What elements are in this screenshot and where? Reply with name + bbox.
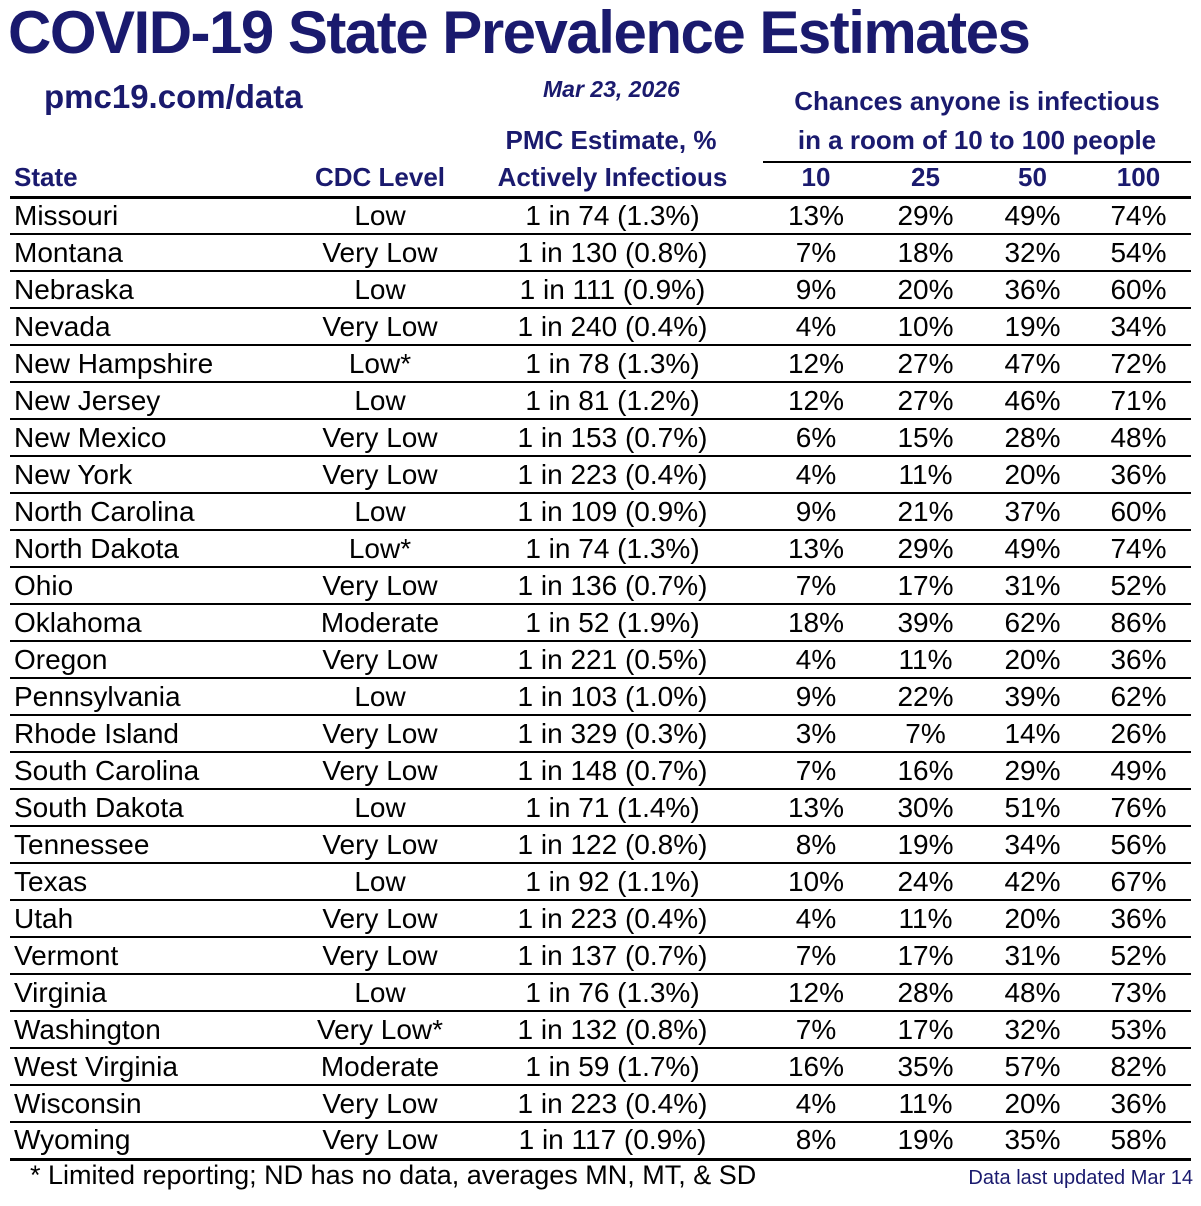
table-row	[10, 271, 1191, 308]
table-row	[10, 1011, 1191, 1048]
cdc-level-cell: Very Low	[295, 234, 465, 271]
pmc-estimate-cell: 1 in 137 (0.7%)	[465, 937, 760, 974]
room-10-cell: 9%	[760, 678, 872, 715]
room-10-cell: 18%	[760, 604, 872, 641]
table-row	[10, 419, 1191, 456]
room-25-cell: 7%	[872, 715, 979, 752]
state-cell: New York	[10, 456, 295, 493]
pmc-estimate-cell: 1 in 136 (0.7%)	[465, 567, 760, 604]
room-100-cell: 67%	[1086, 863, 1191, 900]
room-50-cell: 19%	[979, 308, 1086, 345]
room-50-cell: 20%	[979, 900, 1086, 937]
pmc-estimate-cell: 1 in 221 (0.5%)	[465, 641, 760, 678]
room-10-cell: 13%	[760, 530, 872, 567]
room-50-cell: 51%	[979, 789, 1086, 826]
room-10-cell: 9%	[760, 493, 872, 530]
room-50-cell: 14%	[979, 715, 1086, 752]
room-100-cell: 36%	[1086, 456, 1191, 493]
room-25-cell: 29%	[872, 530, 979, 567]
table-row	[10, 456, 1191, 493]
room-25-cell: 21%	[872, 493, 979, 530]
cdc-level-cell: Very Low	[295, 826, 465, 863]
pmc-estimate-cell: 1 in 240 (0.4%)	[465, 308, 760, 345]
room-25-cell: 19%	[872, 826, 979, 863]
col-header-cdc-level: CDC Level	[295, 160, 465, 197]
room-25-cell: 27%	[872, 345, 979, 382]
room-25-cell: 11%	[872, 900, 979, 937]
pmc-estimate-cell: 1 in 71 (1.4%)	[465, 789, 760, 826]
room-100-cell: 52%	[1086, 567, 1191, 604]
room-100-cell: 86%	[1086, 604, 1191, 641]
room-50-cell: 46%	[979, 382, 1086, 419]
cdc-level-cell: Very Low	[295, 308, 465, 345]
state-cell: Oregon	[10, 641, 295, 678]
table-row	[10, 641, 1191, 678]
room-100-cell: 82%	[1086, 1048, 1191, 1085]
pmc-estimate-cell: 1 in 109 (0.9%)	[465, 493, 760, 530]
cdc-level-cell: Very Low	[295, 900, 465, 937]
cdc-level-cell: Very Low*	[295, 1011, 465, 1048]
room-50-cell: 20%	[979, 1085, 1086, 1122]
room-100-cell: 48%	[1086, 419, 1191, 456]
pmc-estimate-cell: 1 in 74 (1.3%)	[465, 530, 760, 567]
state-cell: Washington	[10, 1011, 295, 1048]
cdc-level-cell: Very Low	[295, 567, 465, 604]
state-cell: Utah	[10, 900, 295, 937]
pmc-estimate-cell: 1 in 148 (0.7%)	[465, 752, 760, 789]
room-10-cell: 7%	[760, 567, 872, 604]
footer	[0, 1160, 1201, 1191]
state-cell: New Mexico	[10, 419, 295, 456]
cdc-level-cell: Low	[295, 493, 465, 530]
table-row	[10, 863, 1191, 900]
table-body	[10, 197, 1191, 1159]
table-row	[10, 567, 1191, 604]
state-cell: West Virginia	[10, 1048, 295, 1085]
room-10-cell: 12%	[760, 345, 872, 382]
cdc-level-cell: Low*	[295, 530, 465, 567]
table-row	[10, 493, 1191, 530]
room-10-cell: 12%	[760, 974, 872, 1011]
state-cell: Nebraska	[10, 271, 295, 308]
table-row	[10, 1085, 1191, 1122]
table-row	[10, 308, 1191, 345]
room-25-cell: 18%	[872, 234, 979, 271]
site-url: pmc19.com/data	[44, 78, 303, 115]
pmc-estimate-cell: 1 in 117 (0.9%)	[465, 1122, 760, 1159]
room-100-cell: 71%	[1086, 382, 1191, 419]
cdc-level-cell: Low	[295, 197, 465, 234]
report-date: Mar 23, 2026	[543, 76, 680, 102]
room-50-cell: 49%	[979, 197, 1086, 234]
room-50-cell: 39%	[979, 678, 1086, 715]
table-row	[10, 604, 1191, 641]
pmc-estimate-cell: 1 in 153 (0.7%)	[465, 419, 760, 456]
table-row	[10, 1048, 1191, 1085]
state-cell: Virginia	[10, 974, 295, 1011]
col-header-room-10: 10	[760, 160, 872, 197]
state-cell: Rhode Island	[10, 715, 295, 752]
table-row	[10, 900, 1191, 937]
room-100-cell: 34%	[1086, 308, 1191, 345]
room-100-cell: 62%	[1086, 678, 1191, 715]
pmc-estimate-cell: 1 in 111 (0.9%)	[465, 271, 760, 308]
cdc-level-cell: Very Low	[295, 715, 465, 752]
room-25-cell: 35%	[872, 1048, 979, 1085]
cdc-level-cell: Very Low	[295, 752, 465, 789]
pmc-estimate-cell: 1 in 78 (1.3%)	[465, 345, 760, 382]
room-10-cell: 7%	[760, 1011, 872, 1048]
state-cell: Wyoming	[10, 1122, 295, 1159]
col-header-room-100: 100	[1086, 160, 1191, 197]
room-100-cell: 74%	[1086, 197, 1191, 234]
room-50-cell: 28%	[979, 419, 1086, 456]
room-10-cell: 10%	[760, 863, 872, 900]
pmc-estimate-cell: 1 in 103 (1.0%)	[465, 678, 760, 715]
room-10-cell: 8%	[760, 826, 872, 863]
state-cell: North Dakota	[10, 530, 295, 567]
room-10-cell: 4%	[760, 641, 872, 678]
state-cell: South Dakota	[10, 789, 295, 826]
room-10-cell: 7%	[760, 234, 872, 271]
state-cell: Tennessee	[10, 826, 295, 863]
cdc-level-cell: Very Low	[295, 937, 465, 974]
cdc-level-cell: Low	[295, 271, 465, 308]
table-row	[10, 974, 1191, 1011]
chances-column-group-header	[763, 82, 1191, 163]
pmc-estimate-cell: 1 in 132 (0.8%)	[465, 1011, 760, 1048]
room-25-cell: 30%	[872, 789, 979, 826]
cdc-level-cell: Very Low	[295, 456, 465, 493]
room-50-cell: 31%	[979, 567, 1086, 604]
room-100-cell: 36%	[1086, 1085, 1191, 1122]
room-50-cell: 32%	[979, 234, 1086, 271]
state-cell: Missouri	[10, 197, 295, 234]
room-25-cell: 22%	[872, 678, 979, 715]
pmc-estimate-cell: 1 in 223 (0.4%)	[465, 900, 760, 937]
room-25-cell: 17%	[872, 567, 979, 604]
room-10-cell: 12%	[760, 382, 872, 419]
last-updated: Data last updated Mar 14	[968, 1167, 1193, 1189]
state-cell: Ohio	[10, 567, 295, 604]
room-100-cell: 74%	[1086, 530, 1191, 567]
room-50-cell: 47%	[979, 345, 1086, 382]
room-10-cell: 6%	[760, 419, 872, 456]
pmc-estimate-cell: 1 in 59 (1.7%)	[465, 1048, 760, 1085]
table-header-row	[10, 160, 1191, 197]
col-header-room-50: 50	[979, 160, 1086, 197]
state-cell: North Carolina	[10, 493, 295, 530]
cdc-level-cell: Moderate	[295, 1048, 465, 1085]
pmc-estimate-cell: 1 in 223 (0.4%)	[465, 456, 760, 493]
table-row	[10, 1122, 1191, 1159]
state-cell: Nevada	[10, 308, 295, 345]
room-25-cell: 24%	[872, 863, 979, 900]
state-cell: Texas	[10, 863, 295, 900]
room-10-cell: 7%	[760, 937, 872, 974]
room-25-cell: 19%	[872, 1122, 979, 1159]
room-10-cell: 4%	[760, 308, 872, 345]
room-25-cell: 27%	[872, 382, 979, 419]
room-50-cell: 57%	[979, 1048, 1086, 1085]
room-25-cell: 29%	[872, 197, 979, 234]
room-25-cell: 39%	[872, 604, 979, 641]
room-100-cell: 60%	[1086, 271, 1191, 308]
state-cell: Vermont	[10, 937, 295, 974]
room-100-cell: 49%	[1086, 752, 1191, 789]
col-header-room-25: 25	[872, 160, 979, 197]
room-50-cell: 36%	[979, 271, 1086, 308]
state-cell: Oklahoma	[10, 604, 295, 641]
col-header-state: State	[10, 160, 295, 197]
room-25-cell: 16%	[872, 752, 979, 789]
room-10-cell: 4%	[760, 900, 872, 937]
room-50-cell: 62%	[979, 604, 1086, 641]
table-row	[10, 234, 1191, 271]
room-100-cell: 76%	[1086, 789, 1191, 826]
room-25-cell: 11%	[872, 1085, 979, 1122]
room-100-cell: 26%	[1086, 715, 1191, 752]
state-cell: Montana	[10, 234, 295, 271]
room-10-cell: 3%	[760, 715, 872, 752]
room-100-cell: 52%	[1086, 937, 1191, 974]
cdc-level-cell: Moderate	[295, 604, 465, 641]
room-100-cell: 36%	[1086, 900, 1191, 937]
pmc-estimate-cell: 1 in 223 (0.4%)	[465, 1085, 760, 1122]
room-100-cell: 54%	[1086, 234, 1191, 271]
table-row	[10, 345, 1191, 382]
state-cell: New Hampshire	[10, 345, 295, 382]
table-row	[10, 752, 1191, 789]
table-row	[10, 678, 1191, 715]
cdc-level-cell: Very Low	[295, 419, 465, 456]
table-row	[10, 382, 1191, 419]
cdc-level-cell: Low	[295, 974, 465, 1011]
pmc-estimate-cell: 1 in 329 (0.3%)	[465, 715, 760, 752]
cdc-level-cell: Low	[295, 382, 465, 419]
chances-header-line2: in a room of 10 to 100 people	[763, 121, 1191, 163]
pmc-estimate-cell: 1 in 52 (1.9%)	[465, 604, 760, 641]
table-row	[10, 789, 1191, 826]
room-50-cell: 29%	[979, 752, 1086, 789]
room-10-cell: 13%	[760, 197, 872, 234]
room-100-cell: 36%	[1086, 641, 1191, 678]
room-25-cell: 17%	[872, 1011, 979, 1048]
room-25-cell: 15%	[872, 419, 979, 456]
table-row	[10, 826, 1191, 863]
pmc-estimate-header: PMC Estimate, %	[505, 125, 717, 155]
room-25-cell: 11%	[872, 641, 979, 678]
room-100-cell: 56%	[1086, 826, 1191, 863]
room-50-cell: 34%	[979, 826, 1086, 863]
cdc-level-cell: Low	[295, 789, 465, 826]
room-10-cell: 16%	[760, 1048, 872, 1085]
cdc-level-cell: Very Low	[295, 1122, 465, 1159]
room-50-cell: 48%	[979, 974, 1086, 1011]
state-cell: New Jersey	[10, 382, 295, 419]
pmc-estimate-cell: 1 in 81 (1.2%)	[465, 382, 760, 419]
room-10-cell: 7%	[760, 752, 872, 789]
table-row	[10, 197, 1191, 234]
room-25-cell: 11%	[872, 456, 979, 493]
room-50-cell: 20%	[979, 641, 1086, 678]
cdc-level-cell: Very Low	[295, 641, 465, 678]
room-25-cell: 17%	[872, 937, 979, 974]
room-50-cell: 31%	[979, 937, 1086, 974]
room-100-cell: 73%	[1086, 974, 1191, 1011]
pmc-estimate-cell: 1 in 130 (0.8%)	[465, 234, 760, 271]
room-10-cell: 4%	[760, 1085, 872, 1122]
room-100-cell: 60%	[1086, 493, 1191, 530]
room-25-cell: 10%	[872, 308, 979, 345]
room-10-cell: 13%	[760, 789, 872, 826]
room-10-cell: 9%	[760, 271, 872, 308]
room-100-cell: 58%	[1086, 1122, 1191, 1159]
room-25-cell: 20%	[872, 271, 979, 308]
room-50-cell: 35%	[979, 1122, 1086, 1159]
room-100-cell: 72%	[1086, 345, 1191, 382]
cdc-level-cell: Low	[295, 863, 465, 900]
pmc-estimate-cell: 1 in 122 (0.8%)	[465, 826, 760, 863]
state-cell: South Carolina	[10, 752, 295, 789]
cdc-level-cell: Very Low	[295, 1085, 465, 1122]
pmc-estimate-cell: 1 in 92 (1.1%)	[465, 863, 760, 900]
room-50-cell: 32%	[979, 1011, 1086, 1048]
room-100-cell: 53%	[1086, 1011, 1191, 1048]
col-header-actively-infectious: Actively Infectious	[465, 160, 760, 197]
state-cell: Wisconsin	[10, 1085, 295, 1122]
footnote: * Limited reporting; ND has no data, averages MN, MT, & SD	[30, 1160, 757, 1190]
room-50-cell: 37%	[979, 493, 1086, 530]
page-title: COVID-19 State Prevalence Estimates	[8, 0, 1030, 66]
room-10-cell: 4%	[760, 456, 872, 493]
room-10-cell: 8%	[760, 1122, 872, 1159]
cdc-level-cell: Low*	[295, 345, 465, 382]
table-row	[10, 530, 1191, 567]
room-50-cell: 42%	[979, 863, 1086, 900]
room-50-cell: 49%	[979, 530, 1086, 567]
table-row	[10, 937, 1191, 974]
state-cell: Pennsylvania	[10, 678, 295, 715]
room-50-cell: 20%	[979, 456, 1086, 493]
pmc-estimate-cell: 1 in 76 (1.3%)	[465, 974, 760, 1011]
cdc-level-cell: Low	[295, 678, 465, 715]
chances-header-line1: Chances anyone is infectious	[794, 86, 1160, 116]
prevalence-table	[10, 160, 1191, 1161]
pmc-estimate-cell: 1 in 74 (1.3%)	[465, 197, 760, 234]
room-25-cell: 28%	[872, 974, 979, 1011]
table-row	[10, 715, 1191, 752]
